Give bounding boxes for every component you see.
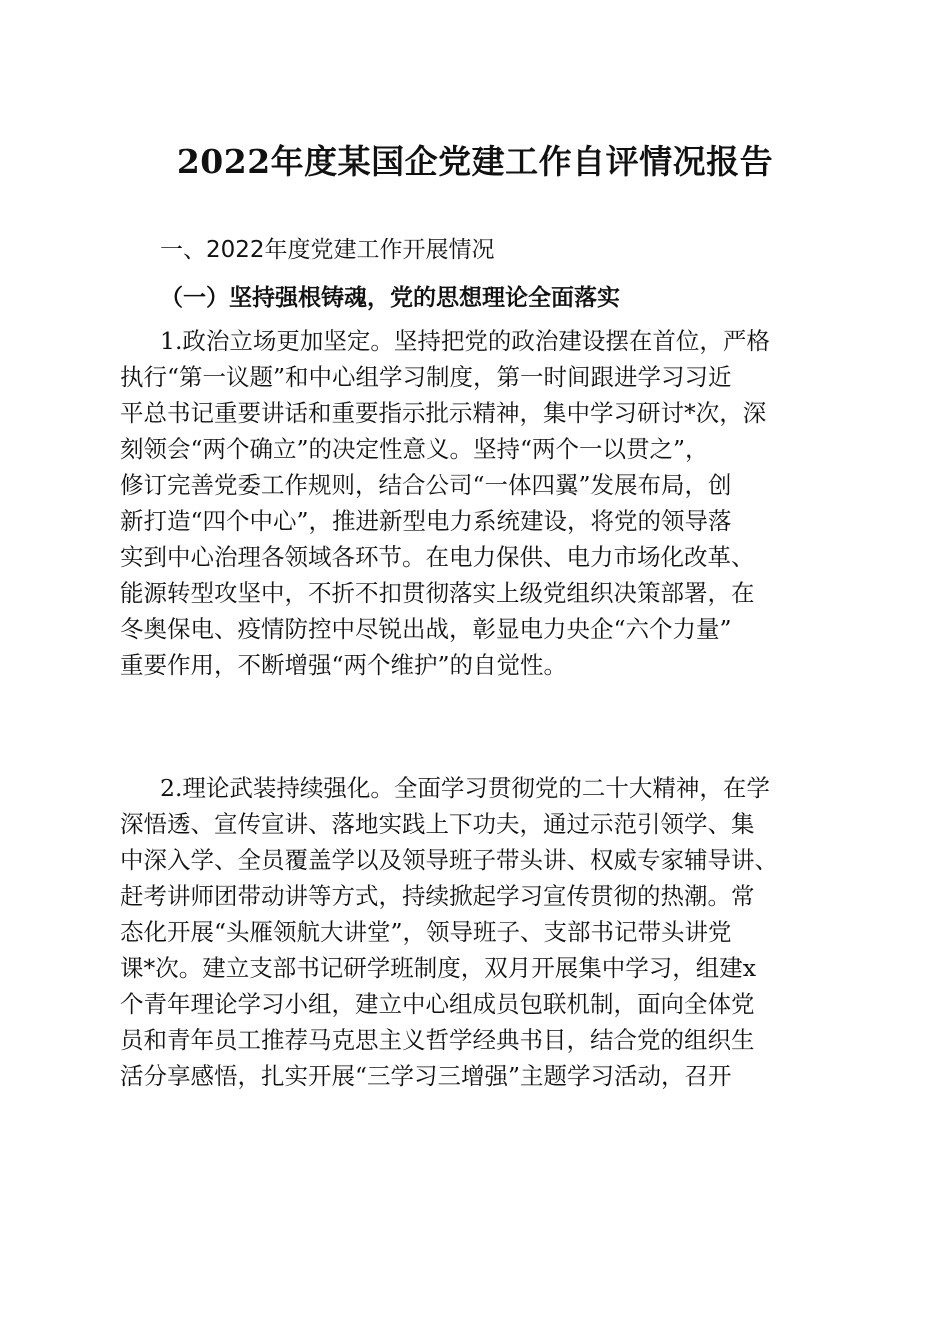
paragraph-line: 赶考讲师团带动讲等方式，持续掀起学习宣传贯彻的热潮。常 bbox=[120, 882, 755, 910]
paragraph-line: 1.政治立场更加坚定。坚持把党的政治建设摆在首位，严格 bbox=[160, 327, 770, 355]
paragraph-line: 冬奥保电、疫情防控中尽锐出战，彰显电力央企“六个力量” bbox=[120, 615, 732, 643]
paragraph-line: 刻领会“两个确立”的决定性意义。坚持“两个一以贯之”， bbox=[120, 435, 709, 463]
paragraph-line: 课*次。建立支部书记研学班制度，双月开展集中学习，组建x bbox=[120, 954, 757, 982]
paragraph-line: 2.理论武装持续强化。全面学习贯彻党的二十大精神，在学 bbox=[160, 774, 770, 802]
section-heading: 一、2022年度党建工作开展情况 bbox=[160, 237, 495, 263]
paragraph-line: 能源转型攻坚中，不折不扣贯彻落实上级党组织决策部署，在 bbox=[120, 579, 755, 607]
paragraph-line: 实到中心治理各领域各环节。在电力保供、电力市场化改革、 bbox=[120, 543, 755, 571]
paragraph-line: 个青年理论学习小组，建立中心组成员包联机制，面向全体党 bbox=[120, 990, 755, 1018]
paragraph-theory-study bbox=[120, 770, 840, 1094]
paragraph-line: 深悟透、宣传宣讲、落地实践上下功夫，通过示范引领学、集 bbox=[120, 810, 755, 838]
paragraph-line: 重要作用，不断增强“两个维护”的自觉性。 bbox=[120, 651, 568, 679]
paragraph-line: 员和青年员工推荐马克思主义哲学经典书目，结合党的组织生 bbox=[120, 1026, 755, 1054]
paragraph-line: 新打造“四个中心”，推进新型电力系统建设，将党的领导落 bbox=[120, 507, 732, 535]
paragraph-line: 平总书记重要讲话和重要指示批示精神，集中学习研讨*次，深 bbox=[120, 399, 767, 427]
subsection-heading: （一）坚持强根铸魂，党的思想理论全面落实 bbox=[160, 284, 620, 311]
paragraph-line: 活分享感悟，扎实开展“三学习三增强”主题学习活动，召开 bbox=[120, 1062, 732, 1090]
paragraph-line: 修订完善党委工作规则，结合公司“一体四翼”发展布局，创 bbox=[120, 471, 732, 499]
paragraph-line: 执行“第一议题”和中心组学习制度，第一时间跟进学习习近 bbox=[120, 363, 732, 391]
paragraph-line: 中深入学、全员覆盖学以及领导班子带头讲、权威专家辅导讲、 bbox=[120, 846, 778, 874]
document-title: 2022年度某国企党建工作自评情况报告 bbox=[176, 142, 774, 181]
paragraph-political-stance bbox=[120, 323, 840, 683]
paragraph-line: 态化开展“头雁领航大讲堂”，领导班子、支部书记带头讲党 bbox=[120, 918, 732, 946]
